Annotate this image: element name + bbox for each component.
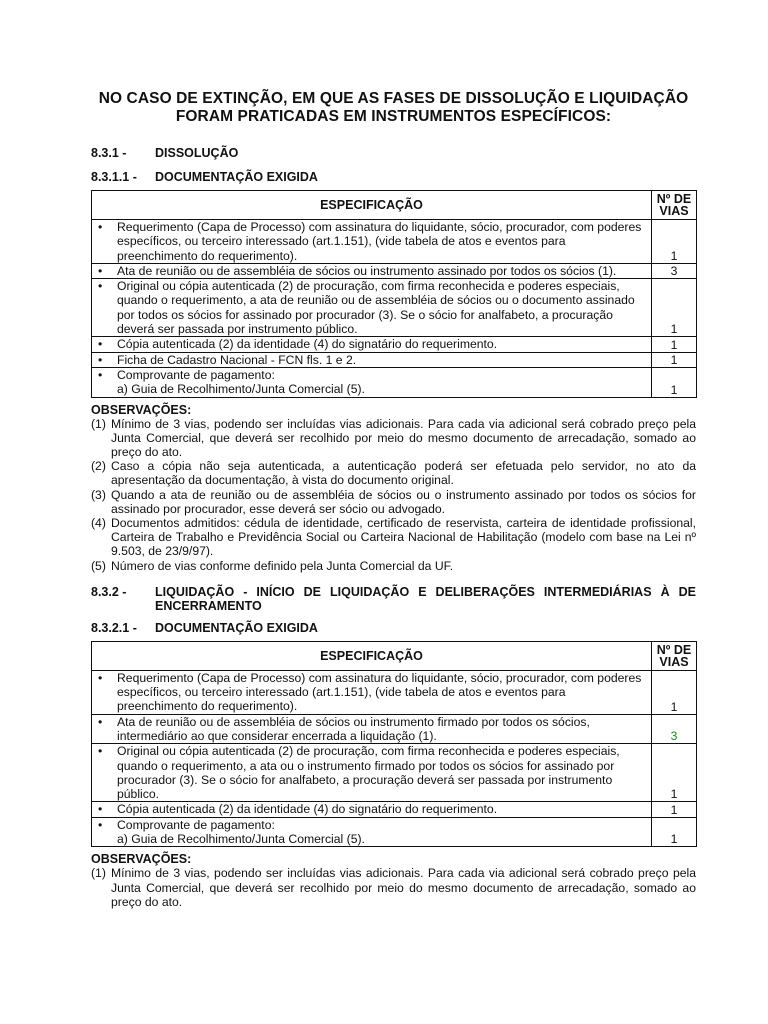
- vias-cell: 3: [652, 714, 697, 744]
- observations-list-dissolucao: [91, 417, 696, 573]
- section-number: 8.3.2 -: [91, 584, 127, 599]
- list-item: [92, 715, 651, 744]
- item-text-main: Original ou cópia autenticada (2) de procuração, com firma reconhecida e poderes especiais, quando o requerimento, a ata ou o instrumento firmado por todos os sócios for assinado por procurador (3). Se o sócio for analfabeto, a procuração deverá ser passada por instrumento público.: [117, 744, 620, 802]
- table-row: [92, 670, 697, 714]
- observation-text: Caso a cópia não seja autenticada, a autenticação poderá ser efetuada pelo servidor, no ato da apresentação da documentação, à vista do documento original.: [111, 459, 696, 488]
- section-label: LIQUIDAÇÃO - INÍCIO DE LIQUIDAÇÃO E DELIBERAÇÕES INTERMEDIÁRIAS À DE ENCERRAMENTO: [155, 584, 696, 613]
- observation-item: [91, 459, 696, 487]
- documents-table-liquidacao: [91, 641, 697, 848]
- header-especificacao: ESPECIFICAÇÃO: [92, 191, 652, 220]
- spec-cell: [92, 337, 652, 352]
- observation-item: [91, 417, 696, 460]
- item-text: [117, 802, 647, 816]
- page-title-line2: FORAM PRATICADAS EM INSTRUMENTOS ESPECÍFICOS:: [175, 108, 612, 125]
- table-row: [92, 352, 697, 367]
- item-text-main: Comprovante de pagamento:: [117, 367, 275, 382]
- item-text: [117, 744, 647, 801]
- vias-cell: 3: [652, 263, 697, 278]
- item-text: [117, 818, 647, 847]
- observation-text: Quando a ata de reunião ou de assembléia de sócios ou o instrumento assinado por todos os sócios for assinado por procurador, esse deverá ser sócio ou advogado.: [111, 487, 696, 516]
- section-8-3-1: [91, 146, 696, 160]
- item-text: [117, 715, 647, 744]
- table-header-row: [92, 641, 697, 670]
- item-text-main: Cópia autenticada (2) da identidade (4) do signatário do requerimento.: [117, 802, 498, 817]
- item-text-sub: a) Guia de Recolhimento/Junta Comercial (5).: [117, 832, 365, 847]
- observation-text: Número de vias conforme definido pela Junta Comercial da UF.: [111, 558, 454, 573]
- table-row: [92, 817, 697, 847]
- spec-cell: [92, 744, 652, 802]
- table-row: [92, 220, 697, 264]
- item-text-main: Comprovante de pagamento:: [117, 817, 275, 832]
- section-label: DOCUMENTAÇÃO EXIGIDA: [155, 620, 318, 635]
- observation-number: (3): [91, 487, 106, 502]
- bullet-icon: •: [98, 714, 103, 729]
- item-text-sub: a) Guia de Recolhimento/Junta Comercial (5).: [117, 382, 365, 397]
- table-row: [92, 337, 697, 352]
- item-text: [117, 671, 647, 714]
- item-text-main: Requerimento (Capa de Processo) com assinatura do liquidante, sócio, procurador, com poderes específicos, ou terceiro interessado (art.1.151), (vide tabela de atos e eventos para preenchimento do requerimento).: [117, 220, 642, 263]
- item-text: [117, 368, 647, 397]
- bullet-icon: •: [98, 337, 103, 352]
- table-row: [92, 744, 697, 802]
- list-item: [92, 744, 651, 801]
- table-row: [92, 263, 697, 278]
- vias-cell: 1: [652, 367, 697, 397]
- observation-text: Mínimo de 3 vias, podendo ser incluídas vias adicionais. Para cada via adicional será cobrado preço pela Junta Comercial, que deverá ser recolhido por meio do mesmo documento de arrecadação, somado ao preço do ato.: [111, 416, 696, 459]
- item-text-main: Cópia autenticada (2) da identidade (4) do signatário do requerimento.: [117, 337, 498, 352]
- item-text: [117, 353, 647, 367]
- section-label: DOCUMENTAÇÃO EXIGIDA: [155, 170, 318, 184]
- item-text: [117, 264, 647, 278]
- item-text-main: Requerimento (Capa de Processo) com assinatura do liquidante, sócio, procurador, com poderes específicos, ou terceiro interessado (art.1.151), (vide tabela de atos e eventos para preenchimento do requerimento).: [117, 670, 642, 714]
- list-item: [92, 220, 651, 263]
- spec-cell: [92, 367, 652, 397]
- vias-cell: 1: [652, 220, 697, 264]
- item-text-main: Ficha de Cadastro Nacional - FCN fls. 1 e 2.: [117, 352, 357, 367]
- observations-title: OBSERVAÇÕES:: [91, 402, 192, 417]
- bullet-icon: •: [98, 220, 103, 234]
- list-item: [92, 353, 651, 367]
- bullet-icon: •: [98, 263, 103, 278]
- bullet-icon: •: [98, 670, 103, 685]
- observation-number: (5): [91, 558, 106, 573]
- item-text-main: Original ou cópia autenticada (2) de procuração, com firma reconhecida e poderes especiais, quando o requerimento, a ata de reunião ou de assembléia de sócios ou o documento assinado por todos os sócios for assinado por procurador (3). Se o sócio for analfabeto, a procuração deverá ser passada por instrumento público.: [117, 279, 635, 337]
- item-text-main: Ata de reunião ou de assembléia de sócios ou instrumento firmado por todos os sócios, intermediário ao que considerar encerrada a liquidação (1).: [117, 714, 590, 743]
- section-8-3-2-1: [91, 621, 696, 635]
- spec-cell: [92, 817, 652, 847]
- list-item: [92, 337, 651, 351]
- table-row: [92, 802, 697, 817]
- observations-title: OBSERVAÇÕES:: [91, 852, 192, 867]
- section-label: DISSOLUÇÃO: [155, 146, 239, 160]
- vias-cell: 1: [652, 802, 697, 817]
- vias-cell: 1: [652, 817, 697, 847]
- bullet-icon: •: [98, 802, 103, 817]
- observation-text: Documentos admitidos: cédula de identidade, certificado de reservista, carteira de identidade profissional, Carteira de Trabalho e Previdência Social ou Carteira Nacional de Habilitação (modelo com base na Lei nº 9.503, de 23/9/97).: [111, 515, 696, 559]
- bullet-icon: •: [98, 367, 103, 382]
- header-vias: Nº DE VIAS: [652, 641, 697, 670]
- list-item: [92, 264, 651, 278]
- bullet-icon: •: [98, 744, 103, 759]
- header-vias: Nº DE VIAS: [652, 191, 697, 220]
- vias-cell: 1: [652, 744, 697, 802]
- spec-cell: [92, 279, 652, 337]
- spec-cell: [92, 352, 652, 367]
- list-item: [92, 279, 651, 336]
- page-title-line1: NO CASO DE EXTINÇÃO, EM QUE AS FASES DE DISSOLUÇÃO E LIQUIDAÇÃO: [98, 90, 689, 107]
- observation-number: (2): [91, 459, 106, 474]
- item-text-main: Ata de reunião ou de assembléia de sócios ou instrumento assinado por todos os sócios (1).: [117, 263, 617, 278]
- section-number: 8.3.1.1 -: [91, 170, 137, 184]
- table-header-row: [92, 191, 697, 220]
- page-title: [91, 90, 696, 126]
- bullet-icon: •: [98, 279, 103, 294]
- observation-item: [91, 866, 696, 909]
- table-row: [92, 714, 697, 744]
- header-especificacao: ESPECIFICAÇÃO: [92, 641, 652, 670]
- spec-cell: [92, 802, 652, 817]
- spec-cell: [92, 220, 652, 264]
- list-item: [92, 818, 651, 847]
- observation-item: [91, 516, 696, 559]
- section-number: 8.3.1 -: [91, 146, 127, 160]
- list-item: [92, 802, 651, 816]
- bullet-icon: •: [98, 817, 103, 832]
- vias-cell: 1: [652, 279, 697, 337]
- bullet-icon: •: [98, 352, 103, 367]
- observations-list-liquidacao: [91, 866, 696, 909]
- list-item: [92, 368, 651, 397]
- item-text: [117, 337, 647, 351]
- spec-cell: [92, 714, 652, 744]
- spec-cell: [92, 670, 652, 714]
- table-row: [92, 367, 697, 397]
- vias-cell: 1: [652, 352, 697, 367]
- section-8-3-2: [91, 585, 696, 613]
- observation-number: (1): [91, 866, 106, 881]
- list-item: [92, 671, 651, 714]
- observation-item: [91, 559, 696, 573]
- documents-table-dissolucao: [91, 190, 697, 398]
- table-row: [92, 279, 697, 337]
- vias-cell: 1: [652, 670, 697, 714]
- section-number: 8.3.2.1 -: [91, 620, 137, 635]
- observation-text: Mínimo de 3 vias, podendo ser incluídas vias adicionais. Para cada via adicional será cobrado preço pela Junta Comercial, que deverá ser recolhido por meio do mesmo documento de arrecadação, somado ao preço do ato.: [111, 866, 696, 909]
- observation-number: (1): [91, 416, 106, 431]
- spec-cell: [92, 263, 652, 278]
- section-8-3-1-1: [91, 170, 696, 184]
- observation-number: (4): [91, 515, 106, 530]
- item-text: [117, 279, 647, 336]
- item-text: [117, 220, 647, 263]
- vias-cell: 1: [652, 337, 697, 352]
- observation-item: [91, 488, 696, 516]
